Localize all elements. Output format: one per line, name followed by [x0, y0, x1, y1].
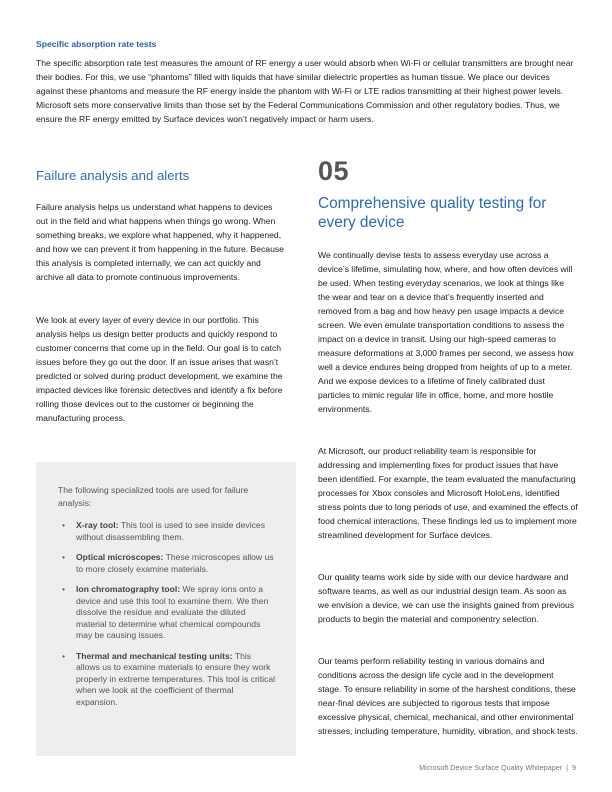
- tool-description: This tool is used to see inside devices without disassembling them.: [76, 520, 265, 542]
- footer-page-number: 9: [572, 763, 576, 772]
- tool-name: X-ray tool:: [76, 520, 119, 530]
- tool-item-xray: [58, 520, 276, 543]
- comprehensive-paragraph-3-text: Our quality teams work side by side with our device hardware and software teams, as well as our industrial design team. As soon as we envision a device, we can use the insights gained from previous products to begin the material and componentry selection.: [318, 572, 575, 624]
- failure-paragraph-2-text: We look at every layer of every device in our portfolio. This analysis helps us design better products and quickly respond to customer concerns that come up in the field. Our goal is to catch issues before they go out the door. If an issue arises that wasn’t predicted or solved during product development, we examine the impacted devices like forensic detectives and identify a fix before rolling those devices out to the customer or beginning the manufacturing process.: [36, 315, 283, 423]
- sar-heading: Specific absorption rate tests: [36, 39, 157, 49]
- comprehensive-paragraph-4: [318, 654, 578, 738]
- failure-paragraph-2: [36, 313, 284, 425]
- tool-name: Optical microscopes:: [76, 552, 164, 562]
- tool-item-optical-microscopes: [58, 552, 276, 575]
- comprehensive-paragraph-2-text: At Microsoft, our product reliability team is responsible for addressing and implementing fixes for product issues that have been identified. For example, the team evaluated the manufacturing processes for Xbox consoles and Microsoft HoloLens, identified stress points due to long periods of use, and examined the effects of food chemical interactions. These findings led us to implement more streamlined development for Surface devices.: [318, 446, 578, 540]
- tool-name: Ion chromatography tool:: [76, 584, 181, 594]
- comprehensive-testing-title: Comprehensive quality testing for every device: [318, 195, 547, 231]
- footer-doc-title: Microsoft Device Surface Quality Whitepaper: [419, 763, 563, 772]
- tool-description: This allows us to examine materials to ensure they work properly in extreme temperatures. This tool is critical when we look at the coefficient of thermal expansion.: [76, 650, 276, 707]
- bullet-icon: •: [62, 520, 66, 530]
- comprehensive-paragraph-1-text: We continually devise tests to assess everyday use across a device’s lifetime, simulating how, where, and how often devices will be used. When testing everyday scenarios, we look at things like the wear and tear on a device that’s frequently inserted and removed from a bag and how heavy pen usage impacts a device screen. We even emulate transportation conditions to assess the impact on a device in transit. Using our high-speed cameras to measure deformations at 3,000 frames per second, we assess how well a device endures being dropped from heights of up to a meter. And we expose devices to a lifetime of finely calibrated dust particles to mimic regular life in office, home, and more hostile environments.: [318, 250, 574, 414]
- bullet-icon: •: [62, 552, 66, 562]
- failure-paragraph-1-text: Failure analysis helps us understand what happens to devices out in the field and what happens when things go wrong. When something breaks, we explore what happened, why it happened, and how we can prevent it from happening in the future. Because this analysis is completed internally, we can act quickly and archive all data to promote continuous improvements.: [36, 202, 284, 282]
- section-number: 05: [318, 156, 350, 186]
- bullet-icon: •: [62, 584, 66, 594]
- tools-list: [58, 520, 276, 717]
- comprehensive-paragraph-1: [318, 248, 578, 416]
- tool-item-ion-chromatography: [58, 584, 276, 642]
- tool-item-thermal-mechanical: [58, 651, 276, 709]
- failure-paragraph-1: [36, 200, 284, 284]
- tools-callout-box: [36, 462, 296, 756]
- sar-paragraph: The specific absorption rate test measures the amount of RF energy a user would absorb when Wi-Fi or cellular transmitters are brought near their bodies. For this, we use “phantoms” filled with liquids that have similar dielectric properties as human tissue. We place our devices against these phantoms and measure the RF energy inside the phantom with Wi-Fi or LTE radios transmitting at their highest power levels. Microsoft sets more conservative limits than those set by the Federal Communications Commission and other regulatory bodies. Thus, we ensure the RF energy emitted by Surface devices won’t negatively impact or harm users.: [36, 58, 574, 124]
- tool-description: These microscopes allow us to more closely examine materials.: [76, 552, 274, 574]
- failure-analysis-title: Failure analysis and alerts: [36, 168, 190, 183]
- bullet-icon: •: [62, 650, 66, 661]
- footer-separator: |: [566, 763, 568, 772]
- comprehensive-paragraph-4-text: Our teams perform reliability testing in various domains and conditions across the design life cycle and in the development stage. To ensure reliability in some of the harshest conditions, these near-final devices are subjected to rigorous tests that impose excessive physical, chemical, mechanical, and other environmental stresses, including temperature, humidity, vibration, and shock tests.: [318, 656, 578, 736]
- comprehensive-paragraph-2: [318, 444, 578, 542]
- page-footer: [419, 763, 576, 772]
- tool-name: Thermal and mechanical testing units:: [76, 650, 233, 661]
- comprehensive-paragraph-3: [318, 570, 578, 626]
- tool-description: We spray ions onto a device and use this tool to examine them. We then dissolve the residue and evaluate the diluted material to determine what chemical compounds may be causing issues.: [76, 584, 269, 640]
- tools-intro: The following specialized tools are used for failure analysis:: [58, 485, 249, 508]
